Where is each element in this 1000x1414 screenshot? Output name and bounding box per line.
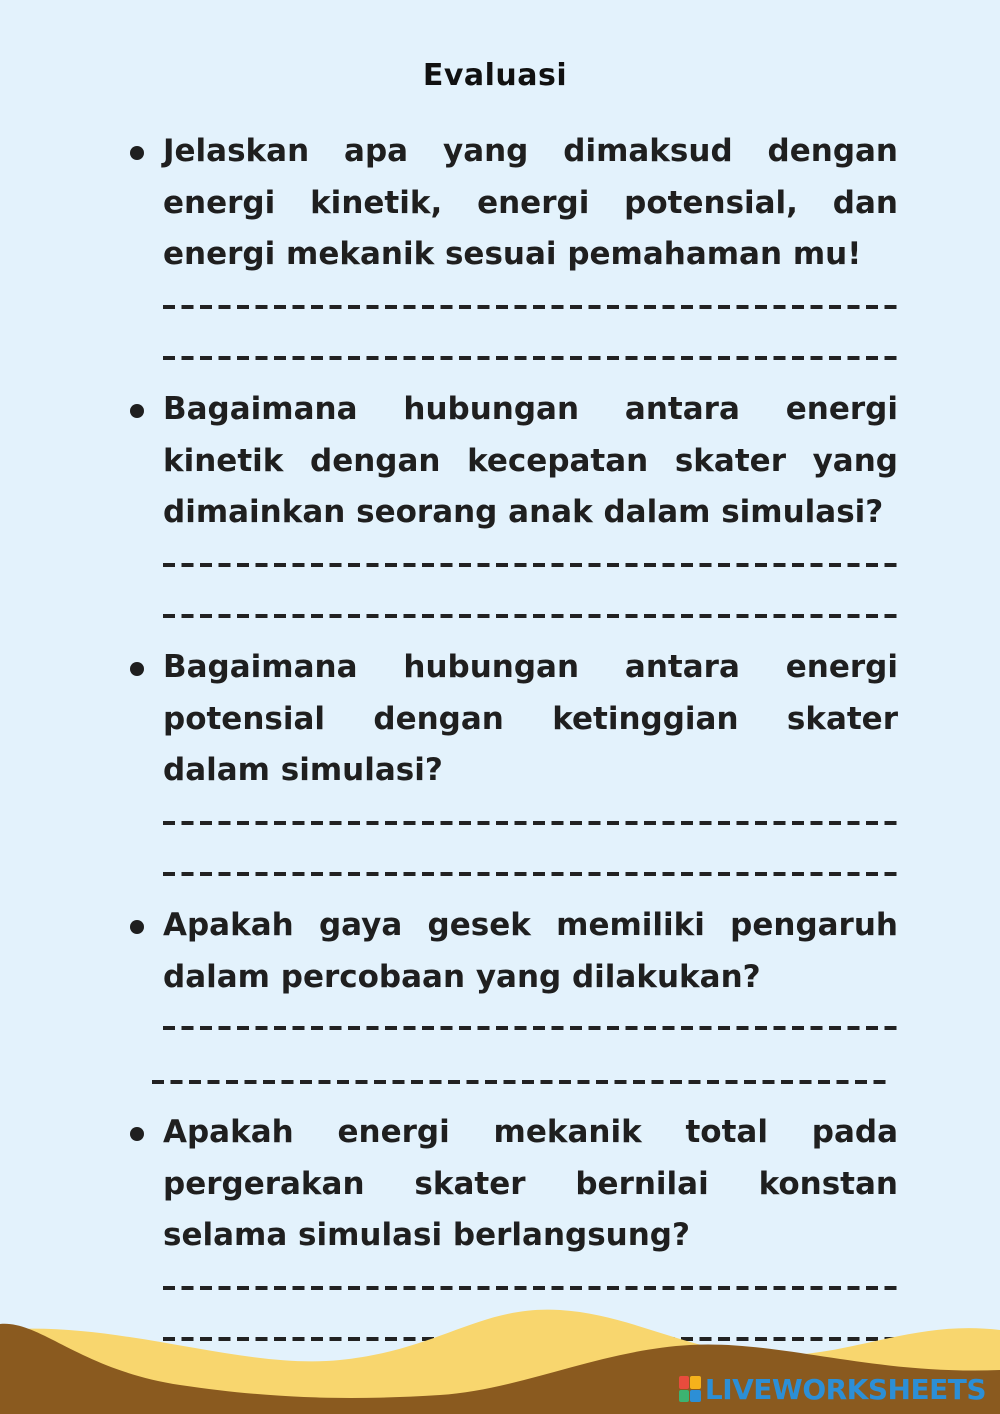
answer-line[interactable] [163,821,898,825]
question-text: Apakah gaya gesek memiliki pengaruh dalam percobaan yang dilakukan? [163,907,898,995]
bullet-icon [130,146,144,160]
answer-line[interactable] [163,356,898,360]
question-text: Apakah energi mekanik total pada pergerakan skater bernilai konstan selama simulasi berlangsung? [163,1114,898,1253]
answer-line[interactable] [163,1026,898,1030]
answer-line[interactable] [163,1286,898,1290]
logo-text: LIVEWORKSHEETS [704,1372,986,1406]
answer-line[interactable] [163,305,898,309]
answer-line[interactable] [163,563,898,567]
bullet-icon [130,920,144,934]
logo-grid-icon [679,1376,701,1402]
question-text: Bagaimana hubungan antara energi potensial dengan ketinggian skater dalam simulasi? [163,649,898,788]
question-text: Bagaimana hubungan antara energi kinetik dengan kecepatan skater yang dimainkan seorang anak dalam simulasi? [163,391,898,530]
bullet-icon [130,662,144,676]
liveworksheets-logo [679,1372,986,1406]
bullet-icon [130,1127,144,1141]
answer-line[interactable] [152,1080,887,1084]
page-title: Evaluasi [422,58,568,93]
bullet-icon [130,404,144,418]
question-text: Jelaskan apa yang dimaksud dengan energi kinetik, energi potensial, dan energi mekanik sesuai pemahaman mu! [163,133,898,272]
answer-line[interactable] [163,872,898,876]
answer-line[interactable] [163,614,898,618]
